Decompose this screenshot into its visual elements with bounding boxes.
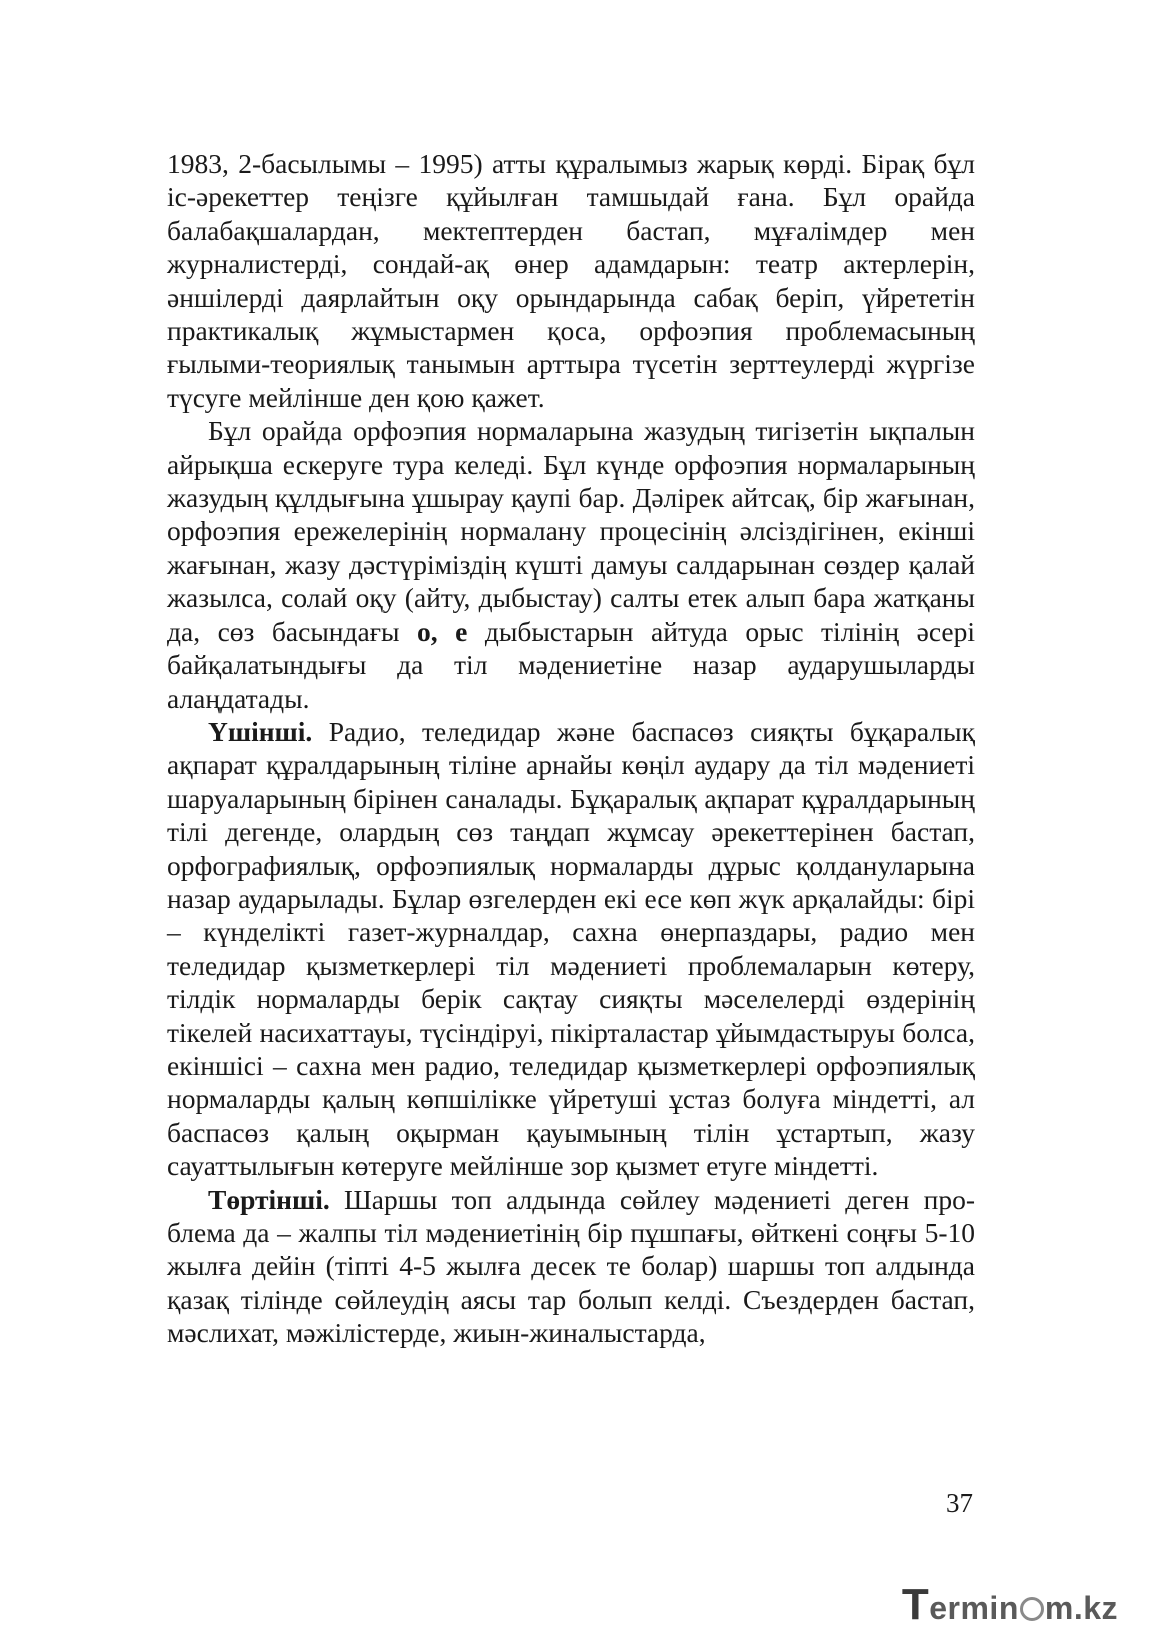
paragraph-3-text: Радио, теледидар және баспасөз сияқты бұқаралық ақпарат құралдарының тіліне арнайы көңіл аудару да тіл мәдениеті шаруаларының бірінен саналады. Бұқаралық ақпарат құралдарының тілі дегенде, олардың сөз таңдап жұмсау әрекеттерінен бастап, орфографиялық, орфоэпиялық нормаларды дұрыс қолдануларына назар аударылады. Бұлар өзгелерден екі есе көп жүк арқалайды: бірі – күнделікті газет-журналдар, сахна өнерпаздары, радио мен теледидар қызметкерлері тіл мәдениеті проблемаларын көтеру, тілдік нормаларды берік сақтау сияқты мәселелерді өздерінің тікелей насихаттауы, түсіндіруі, пікірталастар ұйымдастыруы болса, екіншісі – сахна мен радио, теледидар қызметкерлері орфоэпиялық нормаларды қалың көпшілікке үйретуші ұстаз болуға міндетті, ал баспасөз қалың оқырман қауымының тілін ұстартып, жазу сауаттылығын көтеруге мейлінше зор қызмет етуге міндетті.: [167, 715, 975, 1182]
bold-letters: о, е: [417, 615, 468, 647]
paragraph-4-text: Шаршы топ алдында сөйлеу мәдениеті деген проблема да – жалпы тіл мәдениетінің бір пұшпағы, өйткені соңғы 5-10 жылға дейін (тіпті 4-5 жылға десек те болар) шаршы топ алдында қазақ тілінде сөйлеудің аясы тар болып келді. Съездерден бастап, мәслихат, мәжілістерде, жиын-жиналыстарда,: [167, 1183, 975, 1349]
watermark-text: ermin: [929, 1590, 1019, 1626]
paragraph-4-lead: Төртінші.: [208, 1183, 330, 1215]
paragraph-3: [167, 715, 975, 1183]
paragraph-3-lead: Үшінші.: [208, 715, 313, 747]
paragraph-1-text: 1983, 2-басылымы – 1995) атты құралымыз жарық көрді. Бірақ бұл іс-әрекеттер теңізге құйылған тамшыдай ғана. Бұл орайда балабақшалардан, мектептерден бастап, мұғалімдер мен журналистерді, сондай-ақ өнер адамдарын: театр актерлерін, әншілерді даярлайтын оқу орындарында сабақ беріп, үйрететін практикалық жұмыстармен қоса, орфоэпия проблемасының ғылыми-теориялық танымын арттыра түсетін зерттеулерді жүргізе түсуге мейлінше ден қою қажет.: [167, 148, 975, 413]
paragraph-4: [167, 1183, 975, 1350]
paragraph-2-text: Бұл орайда орфоэпия нормаларына жазудың тигізетін ықпалын айрықша ескеруге тура келеді. Бұл күнде орфоэпия нормаларының жазудың құлдығына ұшырау қаупі бар. Дәлірек айтсақ, бір жағынан, орфоэпия ережелерінің нормалану процесінің әлсіздігінен, екінші жағынан, жазу дәстүріміздің күшті дамуы салдарынан сөздер қалай жазылса, солай оқу (айту, дыбыстау) салты етек алып бара жатқаны да, сөз басындағы: [167, 415, 975, 647]
watermark-circle-icon: [1020, 1597, 1044, 1621]
paragraph-2-text-after: дыбыстарын айтуда орыс тілінің әсері байқалатындығы да тіл мәдениетіне назар аударушыларды алаңдатады.: [167, 615, 975, 714]
paragraph-2: [167, 414, 975, 715]
watermark-text-start: T: [901, 1580, 930, 1629]
page-number: 37: [946, 1488, 973, 1518]
paragraph-1: [167, 147, 975, 414]
page-body: [167, 147, 975, 1350]
watermark-logo: [902, 1580, 1118, 1630]
watermark-text-end: m.kz: [1044, 1590, 1118, 1626]
